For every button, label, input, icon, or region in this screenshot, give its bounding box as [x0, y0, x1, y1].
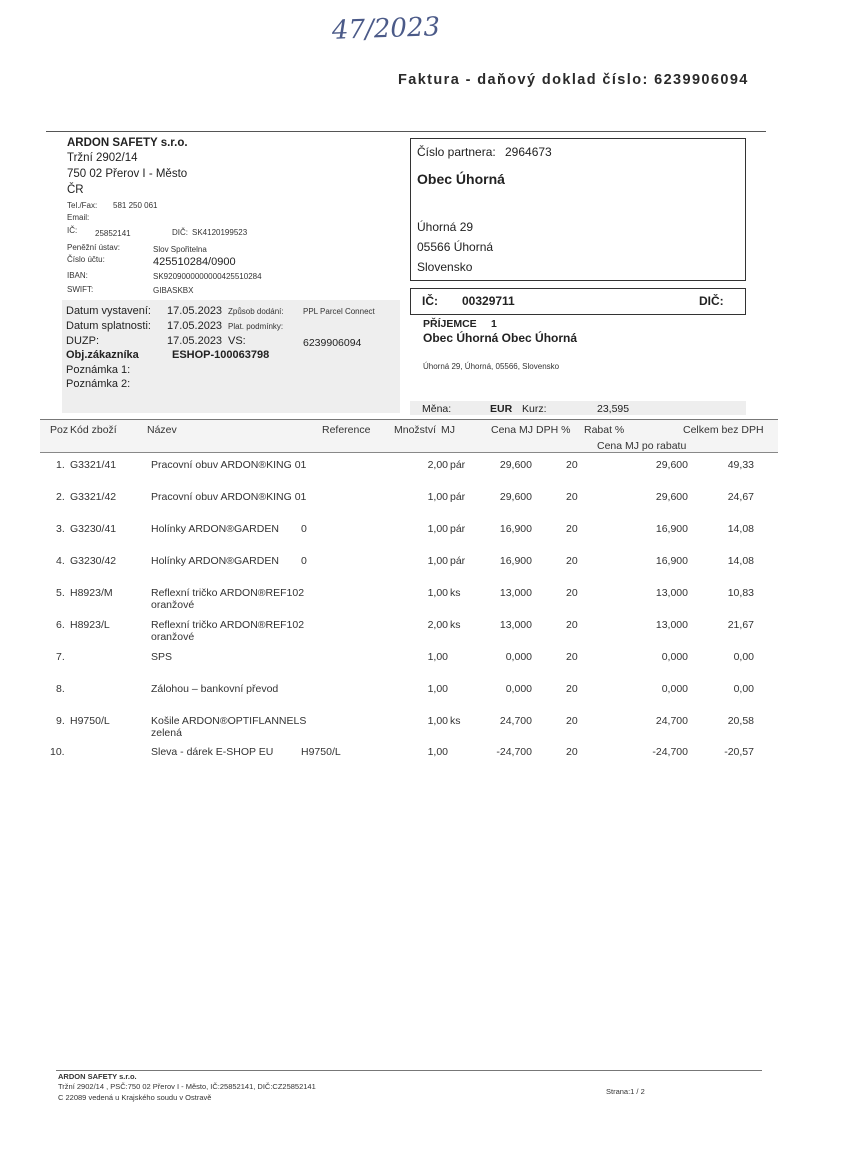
cell-vat: 20 — [566, 746, 578, 758]
cell-unit: pár — [450, 523, 466, 535]
cell-price: 29,600 — [499, 491, 532, 503]
cell-name-line2: oranžové — [151, 599, 195, 611]
vendor-street: Tržní 2902/14 — [67, 152, 138, 164]
cell-code: G3321/42 — [70, 491, 117, 503]
cell-qty: 2,00 — [427, 459, 448, 471]
col-total: Celkem bez DPH — [683, 424, 764, 436]
cell-qty: 1,00 — [427, 555, 448, 567]
cell-poz: 7. — [56, 651, 65, 663]
cell-unit: ks — [450, 587, 461, 599]
vendor-account-value: 425510284/0900 — [153, 256, 236, 268]
partner-number-value: 2964673 — [505, 145, 552, 159]
currency-value: EUR — [490, 403, 513, 415]
header-divider — [46, 131, 766, 132]
cell-unit: pár — [450, 459, 466, 471]
cell-vat: 20 — [566, 619, 578, 631]
note2-label: Poznámka 2: — [66, 378, 131, 390]
issue-date-value: 17.05.2023 — [167, 305, 223, 317]
cell-vat: 20 — [566, 459, 578, 471]
currency-label: Měna: — [422, 403, 452, 415]
vendor-bank-label: Peněžní ústav: — [67, 243, 120, 252]
col-price: Cena MJ — [491, 424, 534, 436]
cell-qty: 1,00 — [427, 491, 448, 503]
table-header-divider — [40, 452, 778, 453]
col-name: Název — [147, 424, 177, 436]
cell-vat: 20 — [566, 523, 578, 535]
cell-total: 49,33 — [727, 459, 754, 471]
cell-price: 16,900 — [499, 523, 532, 535]
vendor-ic-value: 25852141 — [95, 229, 131, 238]
cell-poz: 4. — [56, 555, 65, 567]
customer-dic-label: DIČ: — [699, 294, 724, 308]
rate-value: 23,595 — [597, 403, 630, 415]
cell-vat: 20 — [566, 683, 578, 695]
cell-code: H9750/L — [70, 715, 110, 727]
col-unit: MJ — [441, 424, 455, 436]
cell-price: 24,700 — [499, 715, 532, 727]
footer-registry: C 22089 vedená u Krajského soudu v Ostravě — [58, 1093, 212, 1102]
issue-date-label: Datum vystavení: — [66, 305, 151, 317]
cell-price-after: 13,000 — [655, 587, 688, 599]
cell-price: 0,000 — [505, 683, 532, 695]
cell-vat: 20 — [566, 491, 578, 503]
cell-unit: ks — [450, 619, 461, 631]
cell-price: 29,600 — [499, 459, 532, 471]
recipient-name: Obec Úhorná Obec Úhorná — [423, 331, 578, 345]
cell-unit: pár — [450, 491, 466, 503]
cell-name: Reflexní tričko ARDON®REF102 — [151, 619, 305, 631]
partner-box — [410, 138, 746, 281]
cell-name: Zálohou – bankovní převod — [151, 683, 279, 695]
cell-price-after: 29,600 — [655, 491, 688, 503]
vendor-account-label: Číslo účtu: — [67, 255, 105, 264]
cell-price: 13,000 — [499, 587, 532, 599]
cell-total: 20,58 — [727, 715, 754, 727]
partner-street: Úhorná 29 — [417, 220, 474, 234]
cell-price-after: 29,600 — [655, 459, 688, 471]
cell-name: Pracovní obuv ARDON®KING 01 — [151, 491, 307, 503]
cell-price-after: 13,000 — [655, 619, 688, 631]
col-reference: Reference — [322, 424, 371, 436]
cell-total: 14,08 — [727, 555, 754, 567]
due-date-label: Datum splatnosti: — [66, 320, 151, 332]
cell-code: G3230/41 — [70, 523, 117, 535]
cell-code: H8923/L — [70, 619, 110, 631]
vendor-city: 750 02 Přerov I - Město — [67, 168, 188, 180]
vendor-swift-label: SWIFT: — [67, 285, 94, 294]
delivery-label: Způsob dodání: — [228, 307, 284, 316]
cell-name: Holínky ARDON®GARDEN — [151, 555, 279, 567]
cell-name: Holínky ARDON®GARDEN — [151, 523, 279, 535]
col-discount: Rabat % — [584, 424, 625, 436]
partner-number-label: Číslo partnera: — [417, 145, 496, 159]
cell-poz: 2. — [56, 491, 65, 503]
cell-vat: 20 — [566, 587, 578, 599]
cell-name: Pracovní obuv ARDON®KING 01 — [151, 459, 307, 471]
cell-poz: 9. — [56, 715, 65, 727]
cell-price-after: 24,700 — [655, 715, 688, 727]
vendor-ic-label: IČ: — [67, 226, 78, 235]
cell-poz: 8. — [56, 683, 65, 695]
cell-price: 13,000 — [499, 619, 532, 631]
currency-block — [410, 401, 746, 415]
cell-price: 0,000 — [505, 651, 532, 663]
cell-qty: 1,00 — [427, 587, 448, 599]
cell-qty: 2,00 — [427, 619, 448, 631]
cell-total: 10,83 — [727, 587, 754, 599]
footer-company: ARDON SAFETY s.r.o. — [58, 1072, 137, 1081]
cell-reference: 0 — [301, 523, 307, 535]
cell-vat: 20 — [566, 651, 578, 663]
vendor-dic-label: DIČ: — [172, 228, 188, 237]
col-vat: DPH % — [536, 424, 571, 436]
cell-total: 0,00 — [733, 651, 754, 663]
partner-city: 05566 Úhorná — [417, 240, 494, 254]
vendor-tel-value: 581 250 061 — [113, 201, 158, 210]
recipient-label: PŘÍJEMCE — [423, 318, 477, 330]
cell-price-after: -24,700 — [652, 746, 688, 758]
cell-code: H8923/M — [70, 587, 113, 599]
cell-price: 16,900 — [499, 555, 532, 567]
cell-price-after: 0,000 — [661, 683, 688, 695]
payment-terms-label: Plat. podmínky: — [228, 322, 284, 331]
cell-total: 14,08 — [727, 523, 754, 535]
order-value: ESHOP-100063798 — [172, 349, 270, 361]
customer-ic-value: 00329711 — [462, 294, 515, 308]
cell-price-after: 0,000 — [661, 651, 688, 663]
cell-name: Košile ARDON®OPTIFLANNELS — [151, 715, 307, 727]
cell-vat: 20 — [566, 555, 578, 567]
vendor-dic-value: SK4120199523 — [192, 228, 248, 237]
cell-total: 24,67 — [727, 491, 754, 503]
cell-qty: 1,00 — [427, 715, 448, 727]
order-label: Obj.zákazníka — [66, 349, 139, 361]
cell-qty: 1,00 — [427, 651, 448, 663]
vendor-swift-value: GIBASKBX — [153, 286, 194, 295]
cell-price: -24,700 — [496, 746, 532, 758]
vendor-iban-value: SK9209000000000425510284 — [153, 272, 262, 281]
vs-value: 6239906094 — [303, 337, 362, 349]
footer-address: Tržní 2902/14 , PSČ:750 02 Přerov I - Město, IČ:25852141, DIČ:CZ25852141 — [58, 1082, 316, 1091]
cell-qty: 1,00 — [427, 523, 448, 535]
col-poz: Poz — [50, 424, 69, 436]
cell-poz: 5. — [56, 587, 65, 599]
cell-total: -20,57 — [724, 746, 754, 758]
vs-label: VS: — [228, 335, 246, 347]
footer-divider — [56, 1070, 762, 1071]
note1-label: Poznámka 1: — [66, 364, 131, 376]
customer-ids-box — [410, 288, 746, 315]
cell-name: SPS — [151, 651, 173, 663]
duzp-label: DUZP: — [66, 335, 99, 347]
document-title: Faktura - daňový doklad číslo: 6239906094 — [398, 72, 749, 88]
handwritten-invoice-number: 47/2023 — [331, 12, 441, 46]
cell-name-line2: zelená — [151, 727, 182, 739]
cell-total: 21,67 — [727, 619, 754, 631]
rate-label: Kurz: — [522, 403, 547, 415]
cell-code: G3321/41 — [70, 459, 117, 471]
cell-poz: 6. — [56, 619, 65, 631]
vendor-iban-label: IBAN: — [67, 271, 88, 280]
cell-poz: 1. — [56, 459, 65, 471]
col-price-after: Cena MJ po rabatu — [597, 440, 687, 452]
vendor-email-label: Email: — [67, 213, 90, 222]
partner-country: Slovensko — [417, 260, 473, 274]
duzp-value: 17.05.2023 — [167, 335, 223, 347]
cell-reference: H9750/L — [301, 746, 341, 758]
cell-unit: ks — [450, 715, 461, 727]
cell-price-after: 16,900 — [655, 523, 688, 535]
col-code: Kód zboží — [70, 424, 117, 436]
cell-unit: pár — [450, 555, 466, 567]
page-number: Strana:1 / 2 — [606, 1087, 645, 1096]
cell-vat: 20 — [566, 715, 578, 727]
cell-qty: 1,00 — [427, 746, 448, 758]
vendor-name: ARDON SAFETY s.r.o. — [67, 137, 188, 149]
vendor-bank-value: Slov Spořitelna — [153, 245, 207, 254]
recipient-number: 1 — [491, 318, 497, 330]
cell-code: G3230/42 — [70, 555, 117, 567]
vendor-country: ČR — [67, 184, 84, 196]
due-date-value: 17.05.2023 — [167, 320, 223, 332]
cell-poz: 10. — [50, 746, 65, 758]
cell-reference: 0 — [301, 555, 307, 567]
cell-total: 0,00 — [733, 683, 754, 695]
partner-name: Obec Úhorná — [417, 171, 505, 187]
recipient-address: Úhorná 29, Úhorná, 05566, Slovensko — [423, 362, 560, 371]
delivery-value: PPL Parcel Connect — [303, 307, 375, 316]
col-qty: Množství — [394, 424, 437, 436]
cell-name-line2: oranžové — [151, 631, 195, 643]
cell-poz: 3. — [56, 523, 65, 535]
vendor-tel-label: Tel./Fax: — [67, 201, 98, 210]
cell-qty: 1,00 — [427, 683, 448, 695]
customer-ic-label: IČ: — [422, 294, 438, 308]
cell-name: Reflexní tričko ARDON®REF102 — [151, 587, 305, 599]
cell-price-after: 16,900 — [655, 555, 688, 567]
cell-name: Sleva - dárek E-SHOP EU — [151, 746, 274, 758]
